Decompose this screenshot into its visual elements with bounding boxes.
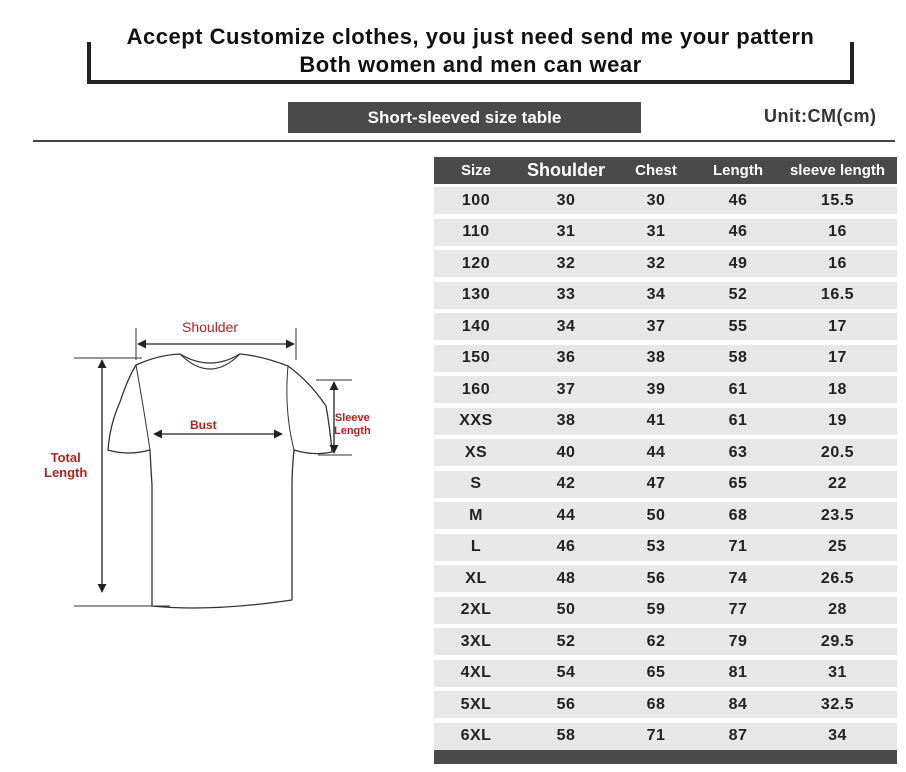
cell-chest: 41 [646,412,666,429]
cell-sleeve-length: 18 [828,380,847,398]
cell-sleeve-length: 28 [828,601,847,618]
cell-length: 71 [728,538,748,555]
cell-size: XXS [459,412,493,429]
cell-length: 74 [728,569,748,587]
table-row [434,502,897,529]
cell-sleeve-length: 16 [828,254,847,272]
shoulder-label: Shoulder [182,319,239,335]
cell-shoulder: 30 [556,191,576,209]
tshirt-diagram [30,310,400,620]
header-box [87,22,854,82]
cell-length: 49 [728,254,748,272]
total-label-line-1: Total [50,450,81,465]
table-row [434,628,897,655]
divider [33,140,895,142]
cell-chest: 31 [646,223,666,240]
total-label-line-2: Length [44,465,88,480]
cell-size: XS [464,443,488,461]
cell-size: 4XL [460,664,492,681]
cell-shoulder: 34 [556,317,576,335]
cell-size: 110 [462,223,490,240]
cell-chest: 62 [646,632,666,650]
cell-sleeve-length: 19 [828,412,847,429]
cell-shoulder: 42 [556,475,576,492]
cell-chest: 37 [646,317,666,335]
header-box-bottom-border [87,80,854,84]
sleeve-label-line-1: Sleeve [334,412,370,424]
sleeve-label-line-2: Length [334,425,371,437]
cell-chest: 30 [646,191,666,209]
cell-chest: 68 [646,695,666,713]
table-row [434,313,897,340]
table-title: Short-sleeved size table [288,102,641,133]
cell-size: L [470,538,482,555]
cell-sleeve-length: 16.5 [820,286,855,303]
cell-sleeve-length: 31 [828,664,847,681]
cell-shoulder: 38 [556,412,576,429]
cell-sleeve-length: 16 [828,223,847,240]
header-line-2: Both women and men can wear [299,52,642,77]
cell-size: 120 [461,254,491,272]
table-header-row [434,157,897,184]
cell-shoulder: 33 [556,286,576,303]
cell-shoulder: 37 [556,380,576,398]
table-row [434,250,897,277]
cell-sleeve-length: 20.5 [820,443,855,461]
table-row [434,345,897,372]
cell-shoulder: 36 [556,349,576,366]
table-row [434,219,897,246]
column-header-sleeve-length: sleeve length [789,162,886,179]
table-row [434,691,897,718]
cell-sleeve-length: 29.5 [820,632,855,650]
cell-size: M [469,506,483,524]
cell-shoulder: 48 [556,569,576,587]
cell-length: 84 [728,695,748,713]
bust-label: Bust [190,418,217,432]
cell-sleeve-length: 23.5 [820,506,855,524]
table-row [434,597,897,624]
cell-length: 77 [728,601,748,618]
table-row [434,439,897,466]
cell-size: 140 [461,317,491,335]
cell-size: 150 [461,349,491,366]
cell-size: 130 [461,286,491,303]
cell-chest: 34 [646,286,666,303]
cell-sleeve-length: 17 [828,349,847,366]
cell-length: 81 [728,664,748,681]
cell-shoulder: 56 [556,695,576,713]
table-row [434,471,897,498]
column-header-chest: Chest [635,162,677,179]
cell-shoulder: 58 [556,727,576,744]
cell-length: 46 [728,223,748,240]
cell-shoulder: 31 [556,223,576,240]
table-row [434,723,897,750]
cell-chest: 39 [646,380,666,398]
cell-length: 87 [728,727,748,744]
cell-chest: 38 [646,349,666,366]
table-row [434,282,897,309]
table-footer-bar [434,750,897,764]
cell-shoulder: 40 [556,443,576,461]
cell-chest: 65 [646,664,666,681]
cell-length: 46 [728,191,748,209]
cell-length: 61 [728,412,748,429]
cell-chest: 56 [646,569,666,587]
cell-length: 55 [728,317,748,335]
cell-shoulder: 52 [556,632,576,650]
cell-length: 61 [728,380,748,398]
cell-chest: 44 [646,443,666,461]
cell-sleeve-length: 25 [828,538,847,555]
cell-chest: 53 [646,538,666,555]
cell-length: 79 [728,632,748,650]
table-row [434,565,897,592]
cell-shoulder: 44 [556,506,576,524]
table-row [434,660,897,687]
cell-size: 6XL [460,727,492,744]
cell-sleeve-length: 22 [828,475,847,492]
cell-sleeve-length: 32.5 [820,695,855,713]
cell-sleeve-length: 15.5 [820,191,855,209]
cell-length: 58 [728,349,748,366]
cell-size: S [470,475,482,492]
cell-size: XL [465,569,487,587]
table-row [434,534,897,561]
cell-sleeve-length: 34 [828,727,847,744]
column-header-shoulder: Shoulder [526,160,605,180]
table-row [434,187,897,214]
cell-length: 65 [728,475,748,492]
cell-sleeve-length: 26.5 [820,569,855,587]
cell-shoulder: 46 [556,538,576,555]
cell-sleeve-length: 17 [828,317,847,335]
cell-shoulder: 50 [556,601,576,618]
unit-label: Unit:CM(cm) [764,106,877,126]
cell-length: 63 [728,443,748,461]
cell-size: 5XL [460,695,492,713]
cell-shoulder: 54 [556,664,576,681]
cell-chest: 47 [646,475,666,492]
header-line-1: Accept Customize clothes, you just need send me your pattern [126,24,815,49]
cell-chest: 71 [646,727,666,744]
column-header-size: Size [460,162,491,179]
cell-chest: 50 [646,506,666,524]
cell-size: 3XL [460,632,492,650]
cell-length: 68 [728,506,748,524]
table-row [434,376,897,403]
table-row [434,408,897,435]
cell-size: 160 [461,380,491,398]
cell-length: 52 [728,286,748,303]
column-header-length: Length [713,162,763,179]
total-length-label [44,450,87,480]
cell-chest: 32 [646,254,666,272]
sleeve-length-label [334,412,371,438]
cell-size: 100 [461,191,491,209]
cell-shoulder: 32 [556,254,576,272]
cell-chest: 59 [646,601,666,618]
cell-size: 2XL [460,601,492,618]
